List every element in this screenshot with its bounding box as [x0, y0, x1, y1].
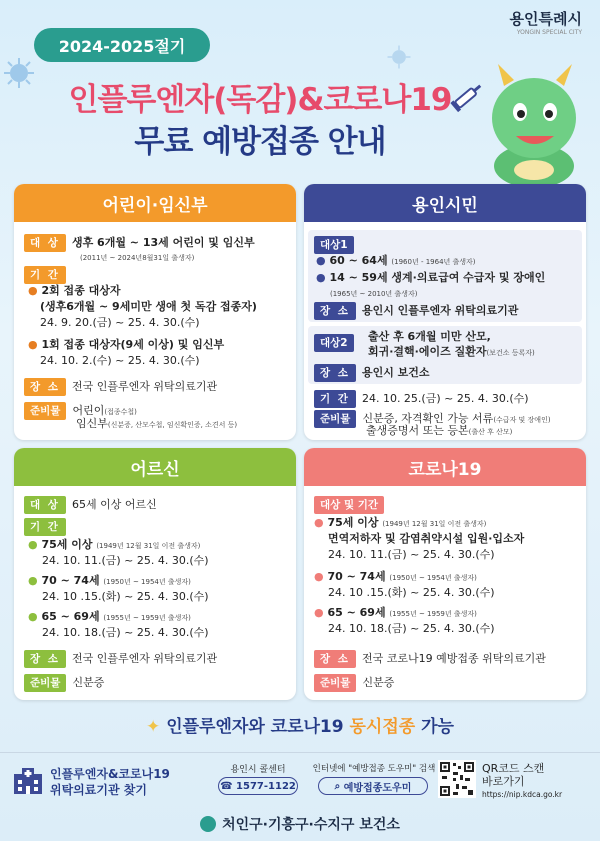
children-p2-date: 24. 10. 2.(수) ~ 25. 4. 30.(수)	[40, 354, 200, 367]
citizens-prep-line1: 신분증, 자격확인 가능 서류	[362, 412, 494, 425]
bullet-icon: ●	[28, 284, 38, 297]
covid-g1-extra: 면역저하자 및 감염취약시설 입원·입소자	[328, 532, 525, 545]
bullet-icon: ●	[316, 271, 326, 284]
elderly-g3-note: (1955년 ~ 1959년 출생자)	[103, 614, 191, 622]
hospital-icon	[12, 766, 44, 796]
children-period-label: 기 간	[24, 266, 66, 284]
search-helper-value: 예방접종도우미	[343, 782, 412, 794]
covid-target-period-label: 대상 및 기간	[314, 496, 384, 514]
qr-code-icon[interactable]	[438, 760, 476, 798]
covid-g1: 75세 이상	[327, 516, 379, 529]
covid-g2-date: 24. 10 .15.(화) ~ 25. 4. 30.(수)	[328, 586, 495, 599]
children-prep2: 임신부	[76, 417, 108, 430]
children-prep2-note: (신분증, 산모수첩, 임신확인증, 소견서 등)	[107, 421, 238, 429]
elderly-prep-label: 준비물	[24, 674, 66, 692]
elderly-place-label: 장 소	[24, 650, 66, 668]
elderly-g2-date: 24. 10 .15.(화) ~ 25. 4. 30.(수)	[42, 590, 209, 603]
elderly-place: 전국 인플루엔자 위탁의료기관	[71, 652, 218, 665]
citizens-prep-label: 준비물	[314, 410, 356, 428]
page-title-line2: 무료 예방접종 안내	[134, 124, 386, 160]
find-clinic-line1: 인플루엔자&코로나19	[50, 767, 170, 781]
callcenter-button[interactable]	[218, 777, 298, 795]
banner-highlight: 동시접종	[349, 717, 416, 737]
citizens-prep-line2: 출생증명서 또는 등본	[366, 424, 469, 437]
footer-divider	[0, 752, 600, 753]
citizens-t1-b-note: (1965년 ~ 2010년 출생자)	[330, 290, 418, 298]
citizens-period: 24. 10. 25.(금) ~ 25. 4. 30.(수)	[361, 392, 529, 405]
callcenter-label: 용인시 콜센터	[230, 765, 286, 775]
children-p1-desc: (생후6개월 ~ 9세미만 생애 첫 독감 접종자)	[40, 300, 257, 313]
sparkle-icon: ✦	[146, 717, 167, 737]
children-target: 생후 6개월 ~ 13세 어린이 및 임신부	[71, 236, 255, 249]
elderly-g3: 65 ~ 69세	[41, 610, 100, 623]
covid-g1-date: 24. 10. 11.(금) ~ 25. 4. 30.(수)	[328, 548, 495, 561]
elderly-card	[14, 448, 296, 700]
citizens-place1: 용인시 인플루엔자 위탁의료기관	[361, 304, 519, 317]
covid-card	[304, 448, 586, 700]
children-p1-date: 24. 9. 20.(금) ~ 25. 4. 30.(수)	[40, 316, 200, 329]
dragon-mascot-icon	[476, 56, 586, 186]
covid-card-title: 코로나19	[304, 448, 586, 486]
find-clinic-line2: 위탁의료기관 찾기	[50, 783, 147, 797]
search-label: 인터넷에 "예방접종 도우미" 검색	[312, 764, 436, 774]
citizens-t1-a: 60 ~ 64세	[329, 254, 388, 267]
elderly-g2-note: (1950년 ~ 1954년 출생자)	[103, 578, 191, 586]
children-target-note: (2011년 ~ 2024년8월31일 출생자)	[80, 254, 195, 262]
search-helper-button[interactable]	[318, 777, 428, 795]
elderly-g3-date: 24. 10. 18.(금) ~ 25. 4. 30.(수)	[42, 626, 209, 639]
citizens-target1-label: 대상1	[314, 236, 354, 254]
bullet-icon: ●	[28, 538, 38, 551]
elderly-period-label: 기 간	[24, 518, 66, 536]
covid-place: 전국 코로나19 예방접종 위탁의료기관	[361, 652, 546, 665]
citizens-place2: 용인시 보건소	[361, 366, 430, 379]
elderly-target-label: 대 상	[24, 496, 66, 514]
citizens-place1-label: 장 소	[314, 302, 356, 320]
covid-g2-note: (1950년 ~ 1954년 출생자)	[389, 574, 477, 582]
elderly-g1-date: 24. 10. 11.(금) ~ 25. 4. 30.(수)	[42, 554, 209, 567]
brand-sub: YONGIN SPECIAL CITY	[516, 29, 582, 36]
banner-part3: 가능	[415, 717, 454, 737]
qr-label2: 바로가기	[482, 775, 525, 788]
banner-part1: 인플루엔자와 코로나19	[166, 717, 350, 737]
bullet-icon: ●	[316, 254, 326, 267]
health-center-logo-icon	[200, 816, 216, 832]
elderly-card-title: 어르신	[14, 448, 296, 486]
elderly-prep: 신분증	[72, 676, 105, 689]
qr-label1: QR코드 스캔	[482, 762, 545, 775]
page-title-line1: 인플루엔자(독감)&코로나19	[68, 82, 452, 118]
elderly-target: 65세 이상 어르신	[71, 498, 157, 511]
children-place: 전국 인플루엔자 위탁의료기관	[71, 380, 218, 393]
citizens-card	[304, 184, 586, 440]
callcenter-number: 1577-1122	[236, 780, 296, 792]
children-card-title: 어린이·임신부	[14, 184, 296, 222]
citizens-t1-b: 14 ~ 59세 생계·의료급여 수급자 및 장애인	[329, 271, 546, 284]
children-card	[14, 184, 296, 440]
citizens-place2-label: 장 소	[314, 364, 356, 382]
search-icon: ⌕	[334, 780, 344, 792]
citizens-t1-a-note: (1960년 - 1964년 출생자)	[391, 258, 476, 266]
elderly-g2: 70 ~ 74세	[41, 574, 100, 587]
covid-prep-label: 준비물	[314, 674, 356, 692]
elderly-g1-note: (1949년 12월 31일 이전 출생자)	[96, 542, 201, 550]
bullet-icon: ●	[314, 570, 324, 583]
phone-icon: ☎	[220, 780, 237, 792]
citizens-t2-line2: 회귀·결핵·에이즈 질환자	[368, 345, 487, 358]
covid-prep: 신분증	[362, 676, 395, 689]
children-prep-label: 준비물	[24, 402, 66, 420]
covid-g3-note: (1955년 ~ 1959년 출생자)	[389, 610, 477, 618]
children-place-label: 장 소	[24, 378, 66, 396]
citizens-t2-line1: 출산 후 6개월 미만 산모,	[368, 330, 491, 343]
citizens-prep-line1-note: (수급자 및 장애인)	[493, 416, 551, 424]
citizens-t2-note: (보건소 등록자)	[486, 349, 535, 357]
citizens-period-label: 기 간	[314, 390, 356, 408]
covid-g3: 65 ~ 69세	[327, 606, 386, 619]
health-center-name: 처인구·기흥구·수지구 보건소	[222, 817, 400, 833]
covid-g2: 70 ~ 74세	[327, 570, 386, 583]
citizens-prep-line2-note: (출산 후 산모)	[468, 428, 513, 436]
children-prep1-note: (접종수첩)	[104, 408, 137, 416]
children-target-label: 대 상	[24, 234, 66, 252]
citizens-target2-label: 대상2	[314, 334, 354, 352]
covid-g1-note: (1949년 12월 31일 이전 출생자)	[382, 520, 487, 528]
qr-url: https://nip.kdca.go.kr	[482, 790, 563, 799]
brand-name: 용인특례시	[509, 10, 582, 28]
simultaneous-banner	[0, 712, 600, 737]
virus-decoration-right	[386, 44, 412, 70]
covid-g3-date: 24. 10. 18.(금) ~ 25. 4. 30.(수)	[328, 622, 495, 635]
bullet-icon: ●	[314, 516, 324, 529]
bullet-icon: ●	[28, 574, 38, 587]
covid-place-label: 장 소	[314, 650, 356, 668]
citizens-card-title: 용인시민	[304, 184, 586, 222]
children-p2-title: 1회 접종 대상자(9세 이상) 및 임신부	[41, 338, 225, 351]
bullet-icon: ●	[314, 606, 324, 619]
bullet-icon: ●	[28, 338, 38, 351]
bullet-icon: ●	[28, 610, 38, 623]
elderly-g1: 75세 이상	[41, 538, 93, 551]
city-logo	[510, 8, 582, 36]
children-prep1: 어린이	[72, 404, 105, 417]
season-badge: 2024-2025절기	[34, 28, 210, 62]
children-p1-title: 2회 접종 대상자	[41, 284, 121, 297]
